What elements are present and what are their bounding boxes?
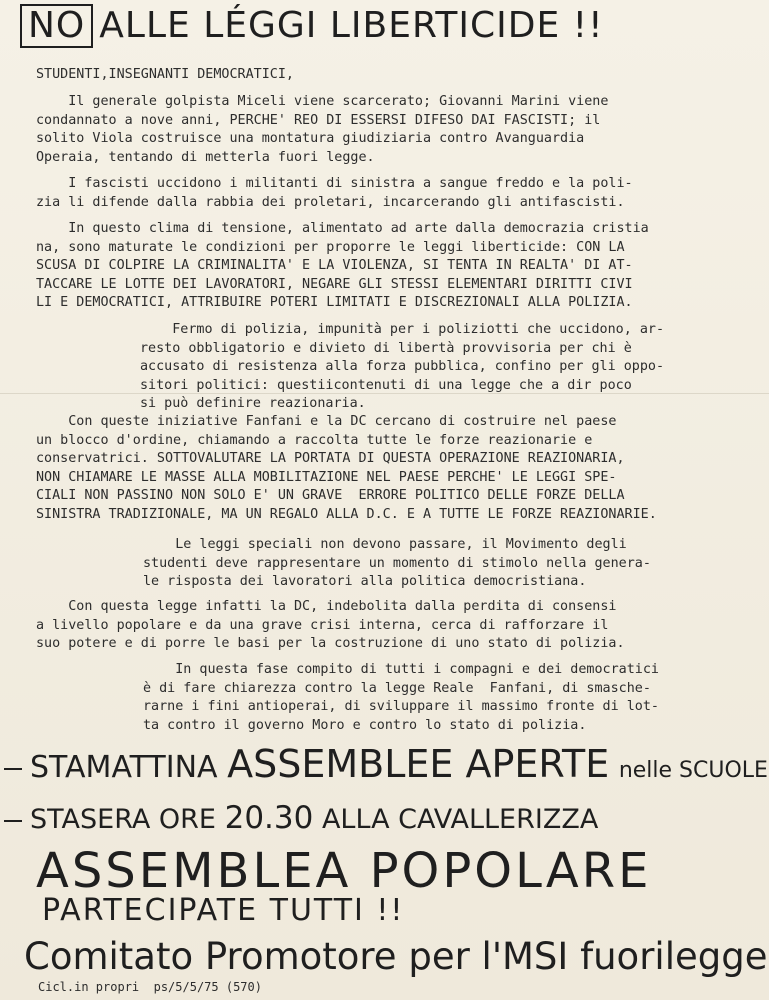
dash-mark [4, 768, 22, 770]
paragraph-2: I fascisti uccidono i militanti di sinistra a sangue freddo e la poli- zia li difende dalla rabbia dei proletari, incarcerando gli antifascisti. [36, 176, 633, 210]
line1-where: nelle SCUOLE [618, 758, 768, 783]
handwritten-line-morning [4, 742, 768, 786]
title-rest: ALLE LÉGGI LIBERTICIDE !! [99, 5, 604, 46]
line2-where: ALLA CAVALLERIZZA [321, 804, 599, 835]
paragraph-8: In questa fase compito di tutti i compagni e dei democratici è di fare chiarezza contro la legge Reale Fanfani, di smasche- rarne i fini antioperai, di sviluppare il massimo fronte di lot- ta contro il governo Moro e contro lo stato di polizia. [143, 662, 659, 733]
paragraph-6: Le leggi speciali non devono passare, il Movimento degli studenti deve rappresentare un momento di stimolo nella genera- le risposta dei lavoratori alla politica democristiana. [143, 537, 651, 589]
salutation: STUDENTI,INSEGNANTI DEMOCRATICI, [36, 67, 294, 82]
paragraph-1: Il generale golpista Miceli viene scarcerato; Giovanni Marini viene condannato a nove anni, PERCHE' REO DI ESSERSI DIFESO DAI FASCISTI; il solito Viola costruisce una montatura giudiziaria contro Avanguardia Operaia, tentando di metterla fuori legge. [36, 94, 609, 165]
flyer-title [20, 4, 604, 48]
handwritten-line-evening [4, 800, 598, 836]
line1-when: STAMATTINA [30, 750, 218, 785]
dash-mark [4, 820, 22, 822]
line1-what: ASSEMBLEE APERTE [227, 742, 610, 786]
paragraph-7: Con questa legge infatti la DC, indebolita dalla perdita di consensi a livello popolare e da una grave crisi interna, cerca di rafforzare il suo potere e di porre le basi per la costruzione di uno stato di polizia. [36, 599, 625, 651]
paragraph-3: In questo clima di tensione, alimentato ad arte dalla democrazia cristia na, sono maturate le condizioni per proporre le leggi liberticide: CON LA SCUSA DI COLPIRE LA CRIMINALITA' E LA VIOLENZA, SI TENTA IN REALTA' DI AT- TACCARE LE LOTTE DEI LAVORATORI, NEGARE GLI STESSI ELEMENTARI DIRITTI CIVI LI E DEMOCRATICI, ATTRIBUIRE POTERI LIMITATI E DISCREZIONALI ALLA POLIZIA. [36, 221, 649, 310]
handwritten-signature-committee: Comitato Promotore per l'MSI fuorilegge [24, 935, 768, 978]
paragraph-4: Fermo di polizia, impunità per i poliziotti che uccidono, ar- resto obbligatorio e divieto di libertà provvisoria per chi è accusato di resistenza alla forza pubblica, confino per gli oppo- sitori politici: questiicontenuti di una legge che a dir poco si può definire reazionaria. [140, 322, 665, 411]
handwritten-assembly-title: ASSEMBLEA POPOLARE [36, 843, 652, 899]
line2-time: 20.30 [224, 800, 314, 836]
line2-when: STASERA ORE [30, 804, 216, 835]
title-boxed-word: NO [20, 4, 93, 48]
print-footer: Cicl.in propri ps/5/5/75 (570) [38, 980, 262, 994]
handwritten-call-to-action: PARTECIPATE TUTTI !! [42, 893, 405, 928]
paragraph-5: Con queste iniziative Fanfani e la DC cercano di costruire nel paese un blocco d'ordine, chiamando a raccolta tutte le forze reazionarie e conservatrici. SOTTOVALUTARE LA PORTATA DI QUESTA OPERAZIONE REAZIONARIA, NON CHIAMARE LE MASSE ALLA MOBILITAZIONE NEL PAESE PERCHE' LE LEGGI SPE- CIALI NON PASSINO NON SOLO E' UN GRAVE ERRORE POLITICO DELLE FORZE DELLA SINISTRA TRADIZIONALE, MA UN REGALO ALLA D.C. E A TUTTE LE FORZE REAZIONARIE. [36, 414, 657, 522]
